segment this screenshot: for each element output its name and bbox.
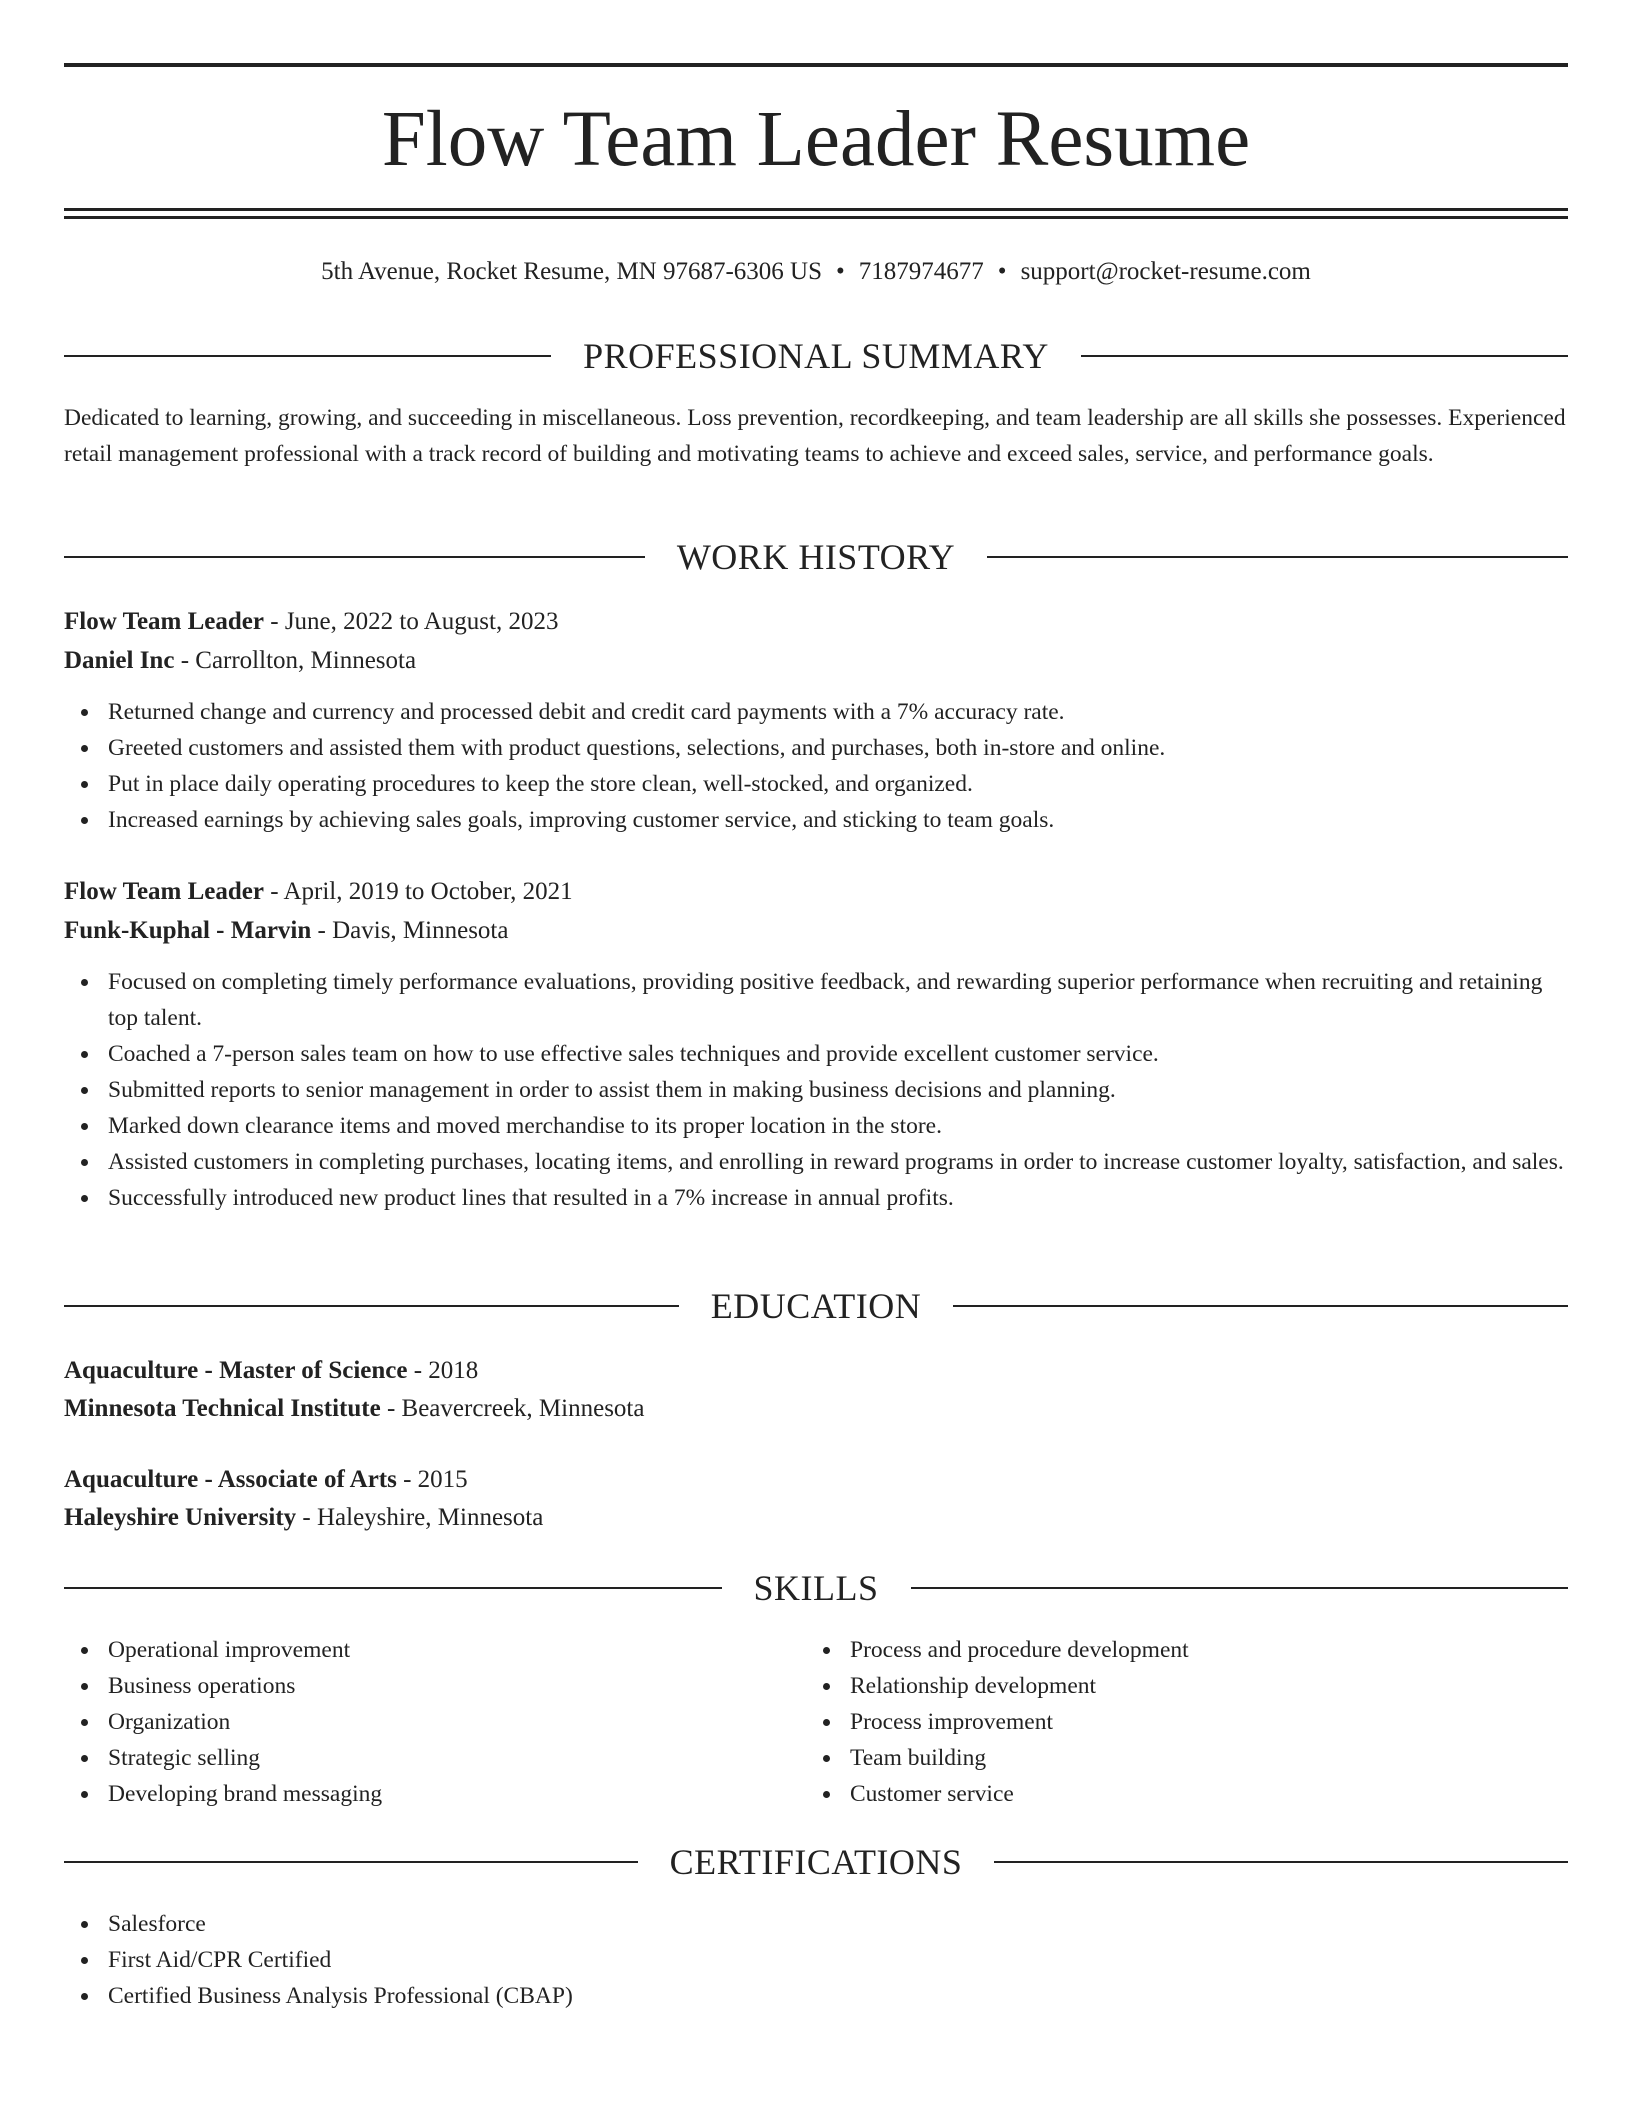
divider-line — [953, 1305, 1568, 1307]
job-bullets — [64, 694, 1568, 838]
section-title: SKILLS — [753, 1568, 879, 1608]
list-item: Coached a 7-person sales team on how to use effective sales techniques and provide excellent customer service. — [64, 1036, 1568, 1072]
contact-phone: 7187974677 — [858, 258, 984, 285]
degree-line — [64, 1352, 1568, 1390]
skill-item: Organization — [64, 1704, 744, 1740]
skills-list-right — [806, 1632, 1486, 1812]
job-title: Flow Team Leader — [64, 878, 264, 905]
page-title: Flow Team Leader Resume — [381, 96, 1251, 183]
work-history-heading — [64, 535, 1568, 579]
section-title: CERTIFICATIONS — [669, 1842, 963, 1882]
contact-separator: • — [997, 258, 1007, 285]
divider-line — [64, 1861, 638, 1863]
section-title: PROFESSIONAL SUMMARY — [583, 336, 1049, 376]
skills-list-left — [64, 1632, 744, 1812]
job-dates: - June, 2022 to August, 2023 — [264, 608, 559, 635]
job-title: Flow Team Leader — [64, 608, 264, 635]
top-rule — [64, 63, 1568, 67]
divider-line — [911, 1587, 1569, 1589]
degree-line — [64, 1461, 1568, 1499]
degree-year: - 2015 — [396, 1466, 468, 1493]
divider-line — [64, 355, 551, 357]
skill-item: Developing brand messaging — [64, 1776, 744, 1812]
education-heading — [64, 1284, 1568, 1328]
school-location: - Beavercreek, Minnesota — [380, 1395, 645, 1422]
contact-email: support@rocket-resume.com — [1020, 258, 1311, 285]
skill-item: Customer service — [806, 1776, 1486, 1812]
list-item: Marked down clearance items and moved merchandise to its proper location in the store. — [64, 1108, 1568, 1144]
certification-item: First Aid/CPR Certified — [64, 1942, 1568, 1978]
list-item: Successfully introduced new product lines that resulted in a 7% increase in annual profits. — [64, 1180, 1568, 1216]
certifications-heading — [64, 1840, 1568, 1884]
list-item: Increased earnings by achieving sales goals, improving customer service, and sticking to team goals. — [64, 802, 1568, 838]
divider-line — [64, 1305, 679, 1307]
certification-item: Certified Business Analysis Professional (CBAP) — [64, 1978, 1568, 2014]
certification-item: Salesforce — [64, 1906, 1568, 1942]
job-title-line — [64, 603, 1568, 641]
contact-address: 5th Avenue, Rocket Resume, MN 97687-6306 US — [321, 258, 823, 285]
list-item: Assisted customers in completing purchases, locating items, and enrolling in reward programs in order to increase customer loyalty, satisfaction, and sales. — [64, 1144, 1568, 1180]
school: Minnesota Technical Institute — [64, 1395, 381, 1422]
list-item: Focused on completing timely performance evaluations, providing positive feedback, and rewarding superior performance when recruiting and retaining top talent. — [64, 964, 1568, 1036]
school-line — [64, 1499, 1568, 1537]
title-rule-lower — [64, 216, 1568, 219]
skill-item: Process and procedure development — [806, 1632, 1486, 1668]
job-company-line — [64, 912, 1568, 950]
job-company: Funk-Kuphal - Marvin — [64, 917, 312, 944]
degree-year: - 2018 — [407, 1357, 479, 1384]
list-item: Returned change and currency and processed debit and credit card payments with a 7% accuracy rate. — [64, 694, 1568, 730]
school-line — [64, 1390, 1568, 1428]
skill-item: Process improvement — [806, 1704, 1486, 1740]
section-title: EDUCATION — [710, 1286, 922, 1326]
list-item: Greeted customers and assisted them with product questions, selections, and purchases, both in-store and online. — [64, 730, 1568, 766]
job-title-line — [64, 873, 1568, 911]
job-dates: - April, 2019 to October, 2021 — [264, 878, 573, 905]
title-rule-upper — [64, 208, 1568, 211]
divider-line — [64, 1587, 722, 1589]
divider-line — [1081, 355, 1568, 357]
skill-item: Team building — [806, 1740, 1486, 1776]
school-location: - Haleyshire, Minnesota — [296, 1504, 544, 1531]
job-location: - Davis, Minnesota — [311, 917, 509, 944]
job-company: Daniel Inc — [64, 647, 175, 674]
divider-line — [64, 556, 645, 558]
job-location: - Carrollton, Minnesota — [174, 647, 417, 674]
list-item: Submitted reports to senior management in order to assist them in making business decisions and planning. — [64, 1072, 1568, 1108]
skill-item: Relationship development — [806, 1668, 1486, 1704]
skill-item: Business operations — [64, 1668, 744, 1704]
section-title: WORK HISTORY — [676, 537, 956, 577]
skill-item: Operational improvement — [64, 1632, 744, 1668]
contact-separator: • — [836, 258, 845, 285]
skills-heading — [64, 1566, 1568, 1610]
certifications-list — [64, 1906, 1568, 2014]
divider-line — [994, 1861, 1568, 1863]
list-item: Put in place daily operating procedures to keep the store clean, well-stocked, and organized. — [64, 766, 1568, 802]
job-company-line — [64, 642, 1568, 680]
summary-heading — [64, 334, 1568, 378]
degree: Aquaculture - Associate of Arts — [64, 1466, 397, 1493]
divider-line — [987, 556, 1568, 558]
summary-text: Dedicated to learning, growing, and succeeding in miscellaneous. Loss prevention, recordkeeping, and team leadership are all skills she possesses. Experienced retail management professional with a track record of building and motivating teams to achieve and exceed sales, service, and performance goals. — [64, 405, 1566, 467]
job-bullets — [64, 964, 1568, 1216]
degree: Aquaculture - Master of Science — [64, 1357, 408, 1384]
school: Haleyshire University — [64, 1504, 297, 1531]
contact-line — [64, 255, 1568, 289]
skill-item: Strategic selling — [64, 1740, 744, 1776]
